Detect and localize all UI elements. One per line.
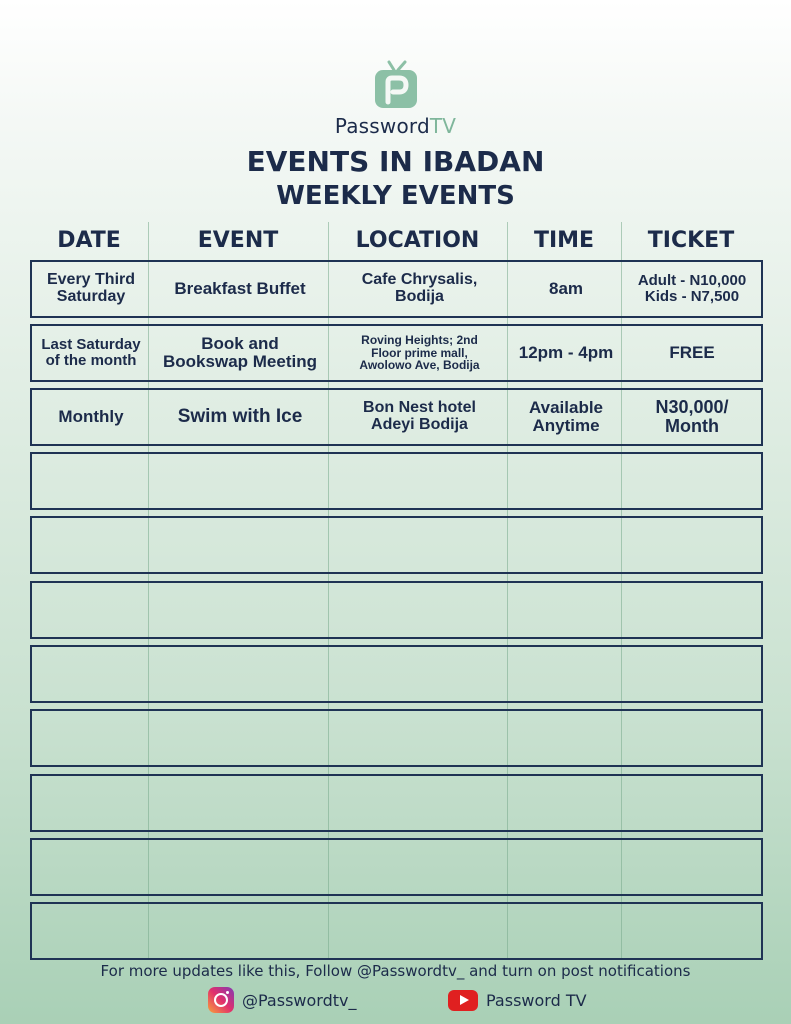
cell-event <box>150 454 330 508</box>
cell-location <box>330 647 509 701</box>
tv-logo-icon <box>373 60 419 112</box>
table-row <box>30 260 763 318</box>
table-header <box>30 224 761 258</box>
table-row <box>30 452 763 510</box>
cell-ticket <box>623 390 761 444</box>
cell-line: Every Third <box>46 271 136 289</box>
cell-location <box>330 711 509 765</box>
cell-event <box>150 518 330 572</box>
header-time: TIME <box>533 228 595 253</box>
cell-time <box>509 518 623 572</box>
cell-event <box>150 711 330 765</box>
cell-line: Kids - N7,500 <box>644 288 740 305</box>
cell-date <box>32 326 150 380</box>
cell-time <box>509 776 623 830</box>
cell-ticket <box>623 326 761 380</box>
brand-name <box>0 114 791 138</box>
cell-line: Swim with Ice <box>177 406 303 428</box>
cell-location <box>330 840 509 894</box>
cell-time <box>509 326 623 380</box>
cell-line: Breakfast Buffet <box>174 279 306 299</box>
cell-line: of the month <box>45 352 137 369</box>
cell-ticket <box>623 904 761 958</box>
cell-location <box>330 262 509 316</box>
cell-date <box>32 454 150 508</box>
cell-line: 8am <box>548 279 584 299</box>
cell-location <box>330 776 509 830</box>
cell-line: Monthly <box>58 407 124 427</box>
table-row <box>30 902 763 960</box>
cell-date <box>32 647 150 701</box>
instagram-link[interactable] <box>208 986 356 1014</box>
cell-line: Adeyi Bodija <box>371 416 468 433</box>
youtube-channel: Password TV <box>486 990 587 1010</box>
cell-time <box>509 583 623 637</box>
youtube-link[interactable] <box>448 986 587 1014</box>
cell-ticket <box>623 647 761 701</box>
cell-location <box>330 518 509 572</box>
cell-event <box>150 840 330 894</box>
header-ticket: TICKET <box>647 228 735 253</box>
cell-date <box>32 518 150 572</box>
cell-time <box>509 647 623 701</box>
cell-event <box>150 390 330 444</box>
cell-time <box>509 711 623 765</box>
table-row <box>30 581 763 639</box>
cell-location <box>330 454 509 508</box>
cell-time <box>509 904 623 958</box>
cell-line: Awolowo Ave, Bodija <box>359 358 480 373</box>
cell-line: Floor prime mall, <box>371 345 468 360</box>
cell-line: Bodija <box>395 288 444 305</box>
cell-line: Adult - N10,000 <box>637 272 747 290</box>
cell-event <box>150 647 330 701</box>
cell-date <box>32 262 150 316</box>
table-row <box>30 774 763 832</box>
cell-time <box>509 840 623 894</box>
table-row <box>30 709 763 767</box>
table-row <box>30 516 763 574</box>
cell-line: N30,000/ <box>655 397 729 418</box>
cell-line: Roving Heights; 2nd <box>361 333 478 348</box>
cell-ticket <box>623 583 761 637</box>
cell-date <box>32 776 150 830</box>
table-row <box>30 324 763 382</box>
table-row <box>30 388 763 446</box>
cell-location <box>330 904 509 958</box>
cell-date <box>32 390 150 444</box>
cell-time <box>509 390 623 444</box>
page-title: EVENTS IN IBADAN <box>246 145 545 178</box>
cell-event <box>150 326 330 380</box>
cell-line: Bookswap Meeting <box>163 352 317 371</box>
brand-main: Password <box>334 114 430 138</box>
cell-time <box>509 454 623 508</box>
cell-ticket <box>623 711 761 765</box>
cell-line: FREE <box>669 343 715 363</box>
cell-ticket <box>623 262 761 316</box>
cell-date <box>32 583 150 637</box>
cell-line: Anytime <box>532 416 600 435</box>
logo <box>0 60 791 112</box>
cell-line: Saturday <box>56 288 126 305</box>
cell-date <box>32 711 150 765</box>
instagram-icon <box>208 987 234 1013</box>
header-location: LOCATION <box>355 228 480 253</box>
cell-line: Book and <box>201 334 279 354</box>
youtube-icon <box>448 990 478 1011</box>
cell-line: Month <box>665 416 719 436</box>
cell-date <box>32 840 150 894</box>
cell-event <box>150 262 330 316</box>
cell-location <box>330 326 509 380</box>
cell-ticket <box>623 776 761 830</box>
cell-location <box>330 583 509 637</box>
cell-ticket <box>623 454 761 508</box>
brand-accent: TV <box>429 114 457 138</box>
instagram-handle: @Passwordtv_ <box>242 990 357 1010</box>
cell-ticket <box>623 840 761 894</box>
cell-line: Last Saturday <box>41 336 141 354</box>
cell-location <box>330 390 509 444</box>
cell-event <box>150 583 330 637</box>
page-subtitle: WEEKLY EVENTS <box>276 181 515 211</box>
cell-time <box>509 262 623 316</box>
cell-line: Cafe Chrysalis, <box>361 271 478 289</box>
table-row <box>30 838 763 896</box>
footer-text: For more updates like this, Follow @Passwordtv_ and turn on post notifications <box>100 962 691 980</box>
cell-line: Bon Nest hotel <box>363 399 476 417</box>
cell-line: 12pm - 4pm <box>518 343 614 363</box>
cell-ticket <box>623 518 761 572</box>
cell-line: Available <box>528 398 604 418</box>
cell-event <box>150 904 330 958</box>
cell-event <box>150 776 330 830</box>
table-row <box>30 645 763 703</box>
cell-date <box>32 904 150 958</box>
header-date: DATE <box>57 228 121 253</box>
header-event: EVENT <box>197 228 279 253</box>
